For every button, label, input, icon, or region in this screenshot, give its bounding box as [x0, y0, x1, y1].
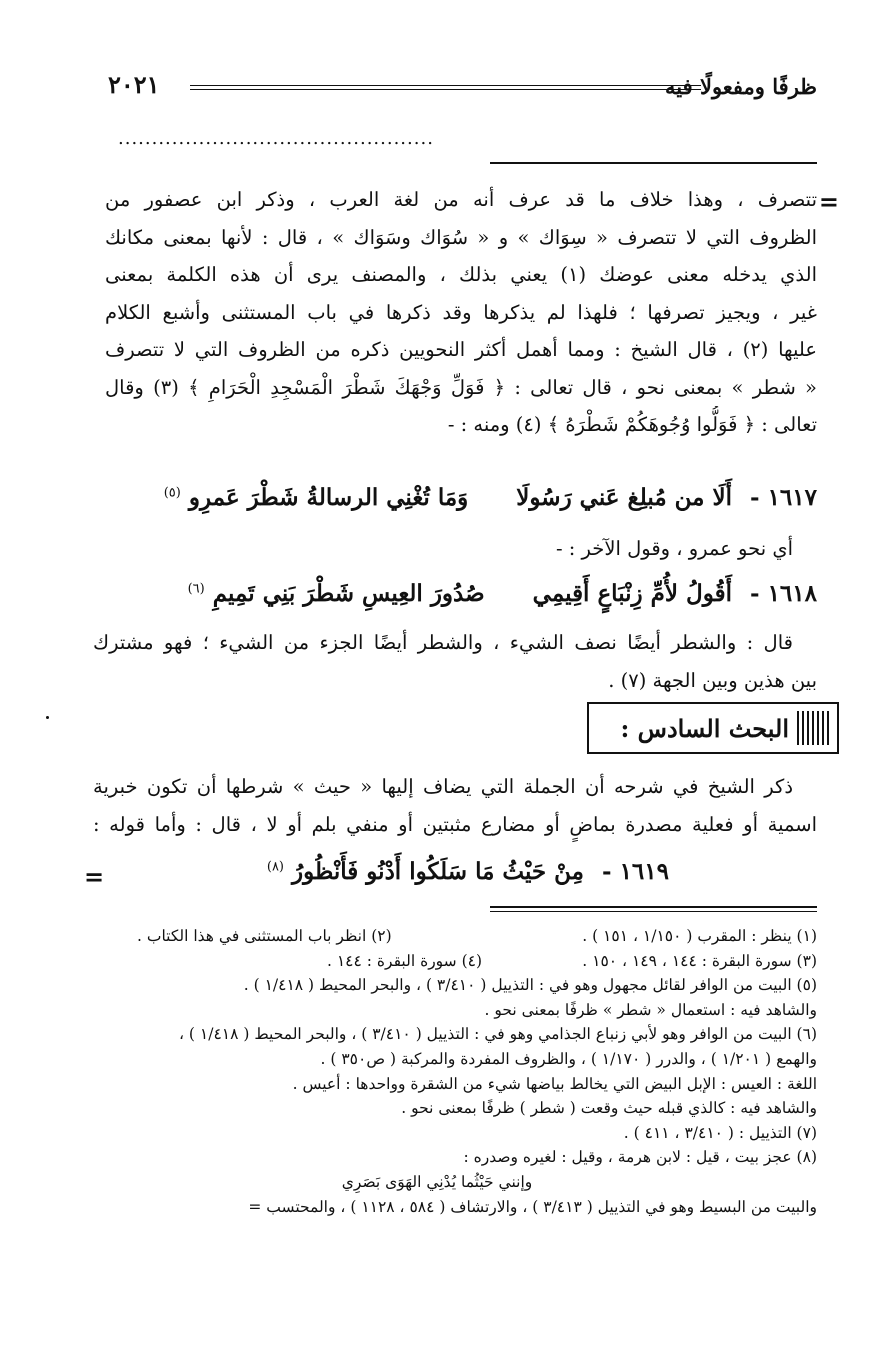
- verse-1618: [97, 580, 817, 607]
- text-line: « شطر » بمعنى نحو ، قال تعالى : ﴿ فَوَلِّ وَجْهَكَ شَطْرَ الْمَسْجِدِ الْحَرَامِ ﴾ (٣) وقال: [105, 375, 817, 399]
- text-line: غير ، ويجيز تصرفها ؛ فلهذا لم يذكرها وقد ذكرها في باب المستثنى وأشبع الكلام: [105, 300, 817, 324]
- footnote-rule: [490, 906, 817, 912]
- footnote-5-shahid: والشاهد فيه : استعمال « شطر » ظرفًا بمعنى نحو .: [484, 1000, 817, 1019]
- footnote-3: (٣) سورة البقرة : ١٤٤ ، ١٤٩ ، ١٥٠ .: [582, 951, 817, 970]
- section-heading-box: [587, 702, 839, 754]
- footnote-2: (٢) انظر باب المستثنى في هذا الكتاب .: [137, 927, 392, 945]
- text-line: أي نحو عمرو ، وقول الآخر : -: [555, 537, 793, 560]
- footnote-6-lugha: اللغة : العيس : الإبل البيض التي يخالط بياضها شيء من الشقرة وواحدها : أعيس .: [292, 1074, 817, 1093]
- footnote-1: (١) ينظر : المقرب ( ١/١٥٠ ، ١٥١ ) .: [582, 927, 817, 945]
- footnote-5: (٥) البيت من الوافر لقائل مجهول وهو في : التذييل ( ٣/٤١٠ ) ، والبحر المحيط ( ١/٤١٨ ) .: [243, 976, 817, 995]
- footnote-7: (٧) التذييل : ( ٣/٤١٠ ، ٤١١ ) .: [623, 1123, 817, 1142]
- running-title: ظرفًا ومفعولًا فيه: [665, 74, 817, 99]
- text-line: الظروف التي لا تتصرف « سِوَاك » و « سُوَاك وسَوَاك » ، قال : لأنها بمعنى مكانك: [105, 225, 817, 249]
- verse-hemistich-2: صُدُورَ العِيسِ شَطْرَ بَنِي تَمِيمِ: [212, 580, 485, 607]
- footnote-8-cont: والبيت من البسيط وهو في التذييل ( ٣/٤١٣ ) ، والارتشاف ( ٥٨٤ ، ١١٢٨ ) ، والمحتسب =: [248, 1197, 817, 1216]
- continuation-mark-end: =: [84, 862, 105, 891]
- verse-text: مِنْ حَيْثُ مَا سَلَكُوا أَدْنُو فَأَنْظُورُ: [292, 858, 584, 885]
- footnote-ref: (٨): [266, 859, 284, 875]
- footnote-6-cont: والهمع ( ١/٢٠١ ) ، والدرر ( ١/١٧٠ ) ، والظروف المفردة والمركبة ( ص٣٥٠ ) .: [320, 1049, 817, 1068]
- verse-number: ١٦١٨ -: [750, 580, 817, 607]
- footnote-6: (٦) البيت من الوافر وهو لأبي زنباع الجذامي وهو في : التذييل ( ٣/٤١٠ ) ، والبحر المحيط ( ١/٤١٨ ) ،: [179, 1025, 817, 1044]
- verse-hemistich-1: أَقُولُ لأُمِّ زِنْبَاعٍ أَقِيمِي: [532, 580, 732, 607]
- paragraph-2: [93, 624, 817, 699]
- text-line: تعالى : ﴿ فَوَلُّوا وُجُوهَكُمْ شَطْرَهُ ﴾ (٤) ومنه : -: [447, 413, 817, 436]
- footnote-ref: (٥): [163, 485, 181, 501]
- text-line: تتصرف ، وهذا خلاف ما قد عرف أنه من لغة العرب ، وذكر ابن عصفور من: [105, 188, 817, 211]
- section-title: البحث السادس :: [620, 713, 789, 743]
- text-line: قال : والشطر أيضًا نصف الشيء ، والشطر أيضًا الجزء من الشيء ؛ فهو مشترك: [93, 631, 793, 654]
- paragraph-1: [105, 181, 817, 444]
- paragraph-3: [93, 768, 817, 843]
- text-line: عليها (٢) ، قال الشيخ : ومما أهمل أكثر النحويين ذكره من الظروف التي لا تتصرف: [105, 338, 817, 361]
- footnote-8: (٨) عجز بيت ، قيل : لابن هرمة ، وقيل : لغيره وصدره :: [463, 1148, 817, 1167]
- stray-dot: [46, 716, 49, 719]
- text-line: الذي يدخله معنى عوضك (١) يعني بذلك ، والمصنف يرى أن هذه الكلمة بمعنى: [105, 263, 817, 286]
- footnote-row: [57, 924, 817, 949]
- verse-number: ١٦١٩ -: [602, 858, 669, 885]
- footnote-ref: (٦): [187, 581, 205, 597]
- footnote-6-shahid: والشاهد فيه : كالذي قبله حيث وقعت ( شطر ) ظرفًا بمعنى نحو .: [401, 1099, 817, 1118]
- text-line: اسمية أو فعلية مصدرة بماضٍ أو مضارع مثبتين أو منفي بلم أو لا ، قال : وأما قوله :: [93, 812, 817, 836]
- text-line: ذكر الشيخ في شرحه أن الجملة التي يضاف إليها « حيث » شرطها أن تكون خبرية: [93, 775, 793, 798]
- verse-1619: [169, 858, 669, 885]
- after-verse-1617: [103, 530, 793, 568]
- page-number: ٢٠٢١: [108, 70, 160, 99]
- footnote-row: [57, 949, 817, 974]
- verse-1617: [97, 484, 817, 511]
- top-rule: [490, 162, 817, 164]
- dotted-separator: ...............................................: [118, 128, 434, 149]
- footnote-4: (٤) سورة البقرة : ١٤٤ .: [327, 951, 483, 970]
- text-line: بين هذين وبين الجهة (٧) .: [608, 668, 817, 692]
- footnote-8-verse: وإنني حَيْثُما يُدْنِي الهَوَى بَصَرِي: [341, 1172, 533, 1191]
- continuation-mark-start: =: [818, 187, 839, 216]
- section-bars-icon: [797, 711, 831, 745]
- header-rule: [190, 85, 701, 90]
- verse-number: ١٦١٧ -: [750, 484, 817, 511]
- verse-hemistich-2: وَمَا تُغْنِي الرسالةُ شَطْرَ عَمرِو: [188, 484, 469, 511]
- footnotes: [57, 924, 817, 1219]
- verse-hemistich-1: أَلَا من مُبلِغ عَني رَسُولَا: [516, 484, 732, 511]
